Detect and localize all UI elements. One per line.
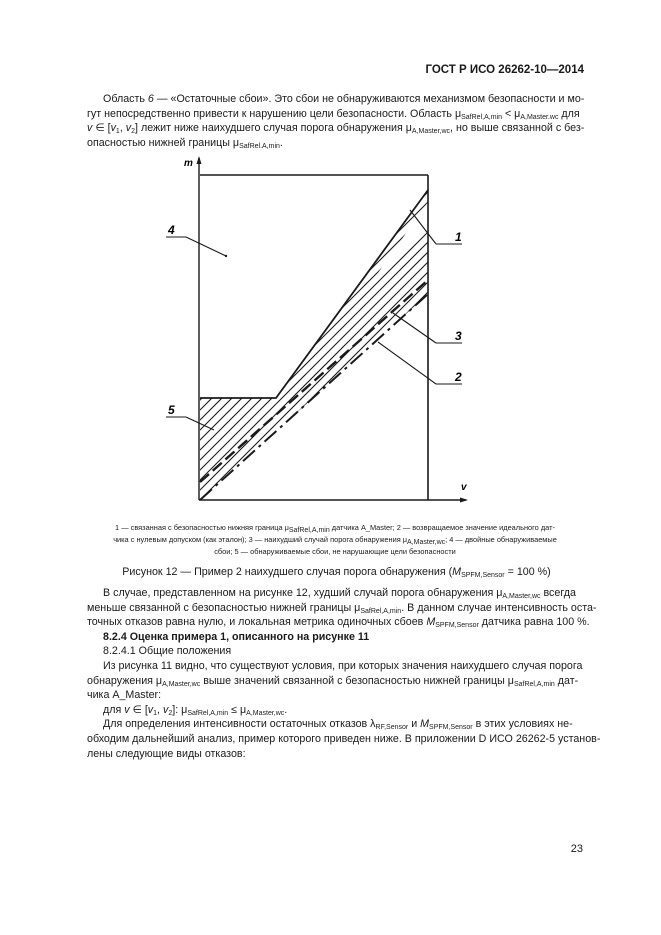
intro-paragraph bbox=[87, 92, 586, 150]
callout-1: 1 bbox=[455, 230, 462, 244]
curve-1-safety-lower-bound bbox=[200, 190, 428, 398]
curve-2-ideal-sensor bbox=[200, 294, 428, 500]
legend-line-1: 1 — связанная с безопасностью нижняя граница $\mu_{SafRel,A,min}$ датчика A_Master; 2 — возвращаемое значение идеального дат- bbox=[115, 523, 555, 534]
intro-line-4: опасностью нижней границы $\mu_{SafRel.A,min}$. bbox=[87, 136, 283, 150]
p1-line-1: В случае, представленном на рисунке 12, худший случай порога обнаружения $\mu_{A,Master,wc}$ всегда bbox=[103, 587, 576, 600]
p2-line-2: обнаружения $\mu_{A,Master,wc}$ выше значений связанной с безопасностью нижней границы $\mu_{SafRel,A,min}$ дат- bbox=[87, 674, 579, 688]
x-axis-arrow-icon bbox=[460, 498, 468, 503]
callout-3: 3 bbox=[455, 329, 462, 343]
y-axis-label: m bbox=[184, 158, 193, 169]
p1-line-3: точных отказов равна нулю, и локальная метрика одиночных сбоев $M_{SPFM,Sensor}$ датчика равна 100 %. bbox=[87, 616, 590, 630]
p3-line-1: Для определения интенсивности остаточных отказов $\lambda_{RF,Sensor}$ и $M_{SPFM,Sensor}$ в этих условиях не- bbox=[103, 718, 573, 732]
intro-line-1: Область 6 — «Остаточные сбои». Это сбои не обнаруживаются механизмом безопасности и мо- bbox=[103, 93, 585, 105]
p2-line-1: Из рисунка 11 видно, что существуют условия, при которых значения наихудшего случая порога bbox=[103, 659, 583, 672]
page-number: 23 bbox=[570, 843, 583, 855]
intro-line-2: гут непосредственно привести к нарушению цели безопасности. Область $\mu_{SafRel,A,min} < \mu_{A,Master.wc}$ для bbox=[87, 107, 580, 121]
legend-line-2: чика с нулевым допуском (как эталон); 3 — наихудший случай порога обнаружения $\mu_{A,Master,wc}$; 4 — двойные обнаруживаемые bbox=[113, 534, 557, 546]
callout-4: 4 bbox=[168, 223, 175, 237]
y-axis-arrow-icon bbox=[197, 156, 202, 164]
p2-line-3: чика A_Master: bbox=[87, 689, 162, 702]
figure-caption: Рисунок 12 — Пример 2 наихудшего случая порога обнаружения ($M_{SPFM,Sensor} = 100$ %) bbox=[122, 566, 551, 579]
condition-line: для v ∈ [$v_1$, $v_2$]: $\mu_{SafRel,A,min} \le \mu_{A,Master,wc}$. bbox=[103, 703, 288, 717]
p1-line-2: меньше связанной с безопасностью нижней границы $\mu_{SafRel,A,min}$. В данном случае интенсивность оста- bbox=[87, 601, 597, 615]
p3-line-3: лены следующие виды отказов: bbox=[87, 747, 246, 760]
hatch-region-bottom bbox=[160, 160, 480, 500]
body-text bbox=[87, 586, 601, 761]
intro-line-3: v ∈ [$v_1$, $v_2$] лежит ниже наихудшего случая порога обнаружения $\mu_{A,Master,wc}$, но выше связанной с без- bbox=[87, 122, 585, 136]
figure-legend bbox=[99, 522, 571, 557]
section-heading: 8.2.4 Оценка примера 1, описанного на рисунке 11 bbox=[103, 630, 370, 643]
x-axis-label: v bbox=[461, 482, 467, 493]
callout-4-dot bbox=[225, 255, 227, 257]
callout-2: 2 bbox=[455, 370, 462, 384]
legend-line-3: сбои; 5 — обнаруживаемые сбои, не нарушающие цели безопасности bbox=[214, 546, 456, 556]
callout-5: 5 bbox=[168, 403, 175, 417]
document-header: ГОСТ Р ИСО 26262-10—2014 bbox=[425, 64, 584, 76]
figure-12-diagram bbox=[160, 156, 480, 510]
p3-line-2: обходим дальнейший анализ, пример которого приведен ниже. В приложении D ИСО 26262-5 установ- bbox=[87, 732, 601, 745]
curve-3-worst-case-threshold bbox=[200, 280, 428, 482]
subsection-heading: 8.2.4.1 Общие положения bbox=[103, 645, 232, 658]
